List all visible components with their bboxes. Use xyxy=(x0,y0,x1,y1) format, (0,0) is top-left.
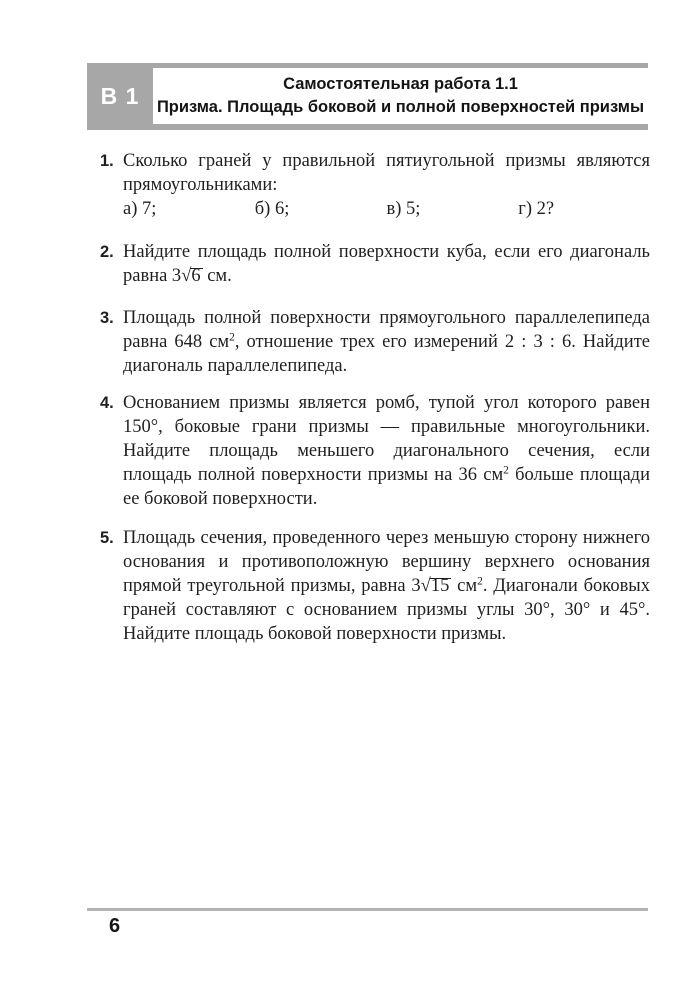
problem-number: 5. xyxy=(100,529,114,547)
problem-text: Найдите площадь полной поверхности куба, если его диагональ равна 3√6 см. xyxy=(123,242,650,286)
option-g: г) 2? xyxy=(518,199,555,219)
problem-text: Площадь полной поверхности прямоугольного параллелепипеда равна 648 $см^2$, отношение трех его измерений 2 : 3 : 6. Найдите диагональ параллелепипеда. xyxy=(123,308,650,376)
problem-item-3 xyxy=(100,306,650,378)
problem-list xyxy=(100,149,650,646)
option-b: б) 6; xyxy=(254,199,290,219)
radicand: 6 xyxy=(191,266,201,286)
problem-number: 2. xyxy=(100,243,114,261)
superscript: 2 xyxy=(477,575,483,588)
option-a: а) 7; xyxy=(123,199,157,219)
problem-number: 3. xyxy=(100,309,114,327)
radicand: 15 xyxy=(430,576,450,596)
problem-item-4 xyxy=(100,391,650,511)
problem-item-2 xyxy=(100,240,650,288)
page-number: 6 xyxy=(109,915,121,937)
problem-body xyxy=(123,240,650,288)
option-v: в) 5; xyxy=(386,199,421,219)
superscript: 2 xyxy=(229,331,235,344)
problem-number: 1. xyxy=(100,152,114,170)
problem-body xyxy=(123,391,650,511)
problem-text: Площадь сечения, проведенного через меньшую сторону нижнего основания и противоположную вершину верхнего основания прямой треугольной призмы, равна 3√15 $см^2$. Диагонали боковых граней составляют с основанием призмы углы 30°, 30° и 45°. Найдите площадь боковой поверхности призмы. xyxy=(123,528,650,644)
radical-sign: √ xyxy=(181,266,192,286)
superscript: 2 xyxy=(503,464,509,477)
radical-sign: √ xyxy=(420,576,431,596)
square-root xyxy=(421,576,452,596)
worksheet-titlebox xyxy=(153,68,648,124)
problem-number: 4. xyxy=(100,394,114,412)
problem-body xyxy=(123,526,650,646)
worksheet-subtitle: Призма. Площадь боковой и полной поверхностей призмы xyxy=(156,98,645,116)
problem-item-1 xyxy=(100,149,650,221)
variant-badge: В 1 xyxy=(100,83,140,109)
problem-body xyxy=(123,306,650,378)
problem-body xyxy=(123,149,650,221)
worksheet-header xyxy=(87,63,648,130)
footer-divider xyxy=(87,908,648,911)
worksheet-title: Самостоятельная работа 1.1 xyxy=(283,75,518,93)
answer-options-row xyxy=(123,197,650,221)
problem-text: Основанием призмы является ромб, тупой угол которого равен 150°, боковые грани призмы — правильные многоугольники. Найдите площадь меньшего диагонального сечения, если площадь полной поверхности призмы на 36 $см^2$ больше площади ее боковой поверхности. xyxy=(123,393,650,509)
problem-item-5 xyxy=(100,526,650,646)
problem-text: Сколько граней у правильной пятиугольной призмы являются прямоугольниками: xyxy=(123,151,650,195)
square-root xyxy=(181,266,202,286)
